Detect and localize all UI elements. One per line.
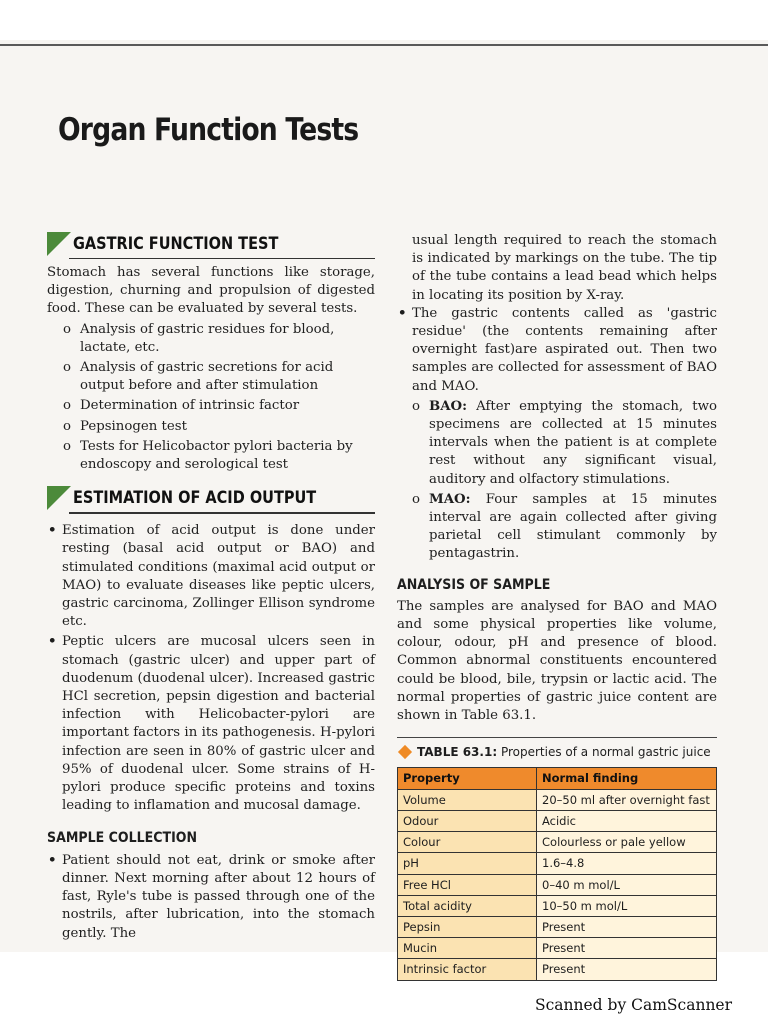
table-cell: Intrinsic factor [398,959,537,980]
acid-bullets [47,522,375,815]
sample-types-list [397,398,717,564]
table-cell: 1.6–4.8 [537,853,717,874]
table-cell: Volume [398,789,537,810]
table-cell: Present [537,916,717,937]
gastric-section-heading: GASTRIC FUNCTION TEST [47,232,375,260]
table-cell: pH [398,853,537,874]
left-column [47,232,375,945]
table-cell: Free HCl [398,874,537,895]
table-cell: Colour [398,832,537,853]
column-header: Normal finding [537,768,717,789]
right-column [397,232,717,981]
diamond-icon [398,745,412,759]
table-cell: Total acidity [398,895,537,916]
table-header-row [398,768,717,789]
table-row [398,959,717,980]
table-row [398,853,717,874]
list-item: • Peptic ulcers are mucosal ulcers seen in stomach (gastric ulcer) and upper part of duodenum (duodenal ulcer). Increased gastric HCl secretion, pepsin digestion and bacterial infection with Helicobacter-pylori are important factors in its pathogenesis. H-pylori infection are seen in 80% of gastric ulcer and 95% of duodenal ulcer. Some strains of H-pylori produce specific proteins and toxins leading to inflamation and mucosal damage. [47,633,375,815]
table-row [398,895,717,916]
list-item-mao: o MAO: Four samples at 15 minutes interval are again collected after giving parietal cell stimulant commonly by pentagastrin. [412,491,717,564]
column-header: Property [398,768,537,789]
table-cell: Mucin [398,938,537,959]
list-item: o Determination of intrinsic factor [63,397,375,415]
table-caption: TABLE 63.1: Properties of a normal gastric juice [397,737,717,761]
list-item: o Analysis of gastric secretions for acid output before and after stimulation [63,359,375,395]
list-item: o Analysis of gastric residues for blood, lactate, etc. [63,321,375,357]
sample-bullets [47,852,375,943]
document-page [0,40,768,977]
table-row [398,938,717,959]
green-triangle-icon [47,232,71,256]
list-item-bao: o BAO: After emptying the stomach, two specimens are collected at 15 minutes intervals when the patient is at complete rest without any significant visual, auditory and olfactory stimulations. [412,398,717,489]
gastric-tests-list [47,321,375,475]
table-cell: Pepsin [398,916,537,937]
list-item: • Patient should not eat, drink or smoke after dinner. Next morning after about 12 hours of fast, Ryle's tube is passed through one of the nostrils, after lubrication, into the stomach gently. The [47,852,375,943]
residue-bullets [397,305,717,396]
sample-collection-heading: SAMPLE COLLECTION [47,830,198,847]
page-title: Organ Function Tests [58,112,359,148]
analysis-text: The samples are analysed for BAO and MAO and some physical properties like volume, colour, odour, pH and presence of blood. Common abnormal constituents encountered could be blood, bile, trypsin or lactic acid. The normal properties of gastric juice content are shown in Table 63.1. [397,598,717,724]
table-row [398,874,717,895]
table-cell: 10–50 m mol/L [537,895,717,916]
green-triangle-icon [47,486,71,510]
table-row [398,832,717,853]
table-cell: 0–40 m mol/L [537,874,717,895]
table-cell: Odour [398,810,537,831]
analysis-heading: ANALYSIS OF SAMPLE [397,576,551,593]
list-item: o Tests for Helicobactor pylori bacteria by endoscopy and serological test [63,438,375,474]
gastric-juice-table [397,767,717,980]
table-cell: Present [537,938,717,959]
gastric-intro: Stomach has several functions like storage, digestion, churning and propulsion of digested food. These can be evaluated by several tests. [47,265,375,317]
continuation-text: usual length required to reach the stomach is indicated by markings on the tube. The tip of the tube contains a lead bead which helps in locating its position by X-ray. [412,233,717,303]
list-item: • The gastric contents called as 'gastric residue' (the contents remaining after overnight fast)are aspirated out. Then two samples are collected for assessment of BAO and MAO. [397,305,717,396]
table-cell: Present [537,959,717,980]
scanner-watermark: Scanned by CamScanner [535,996,733,1014]
acid-section-heading: ESTIMATION OF ACID OUTPUT [47,486,375,514]
table-row [398,810,717,831]
list-item: • Estimation of acid output is done under resting (basal acid output or BAO) and stimulated conditions (maximal acid output or MAO) to evaluate diseases like peptic ulcers, gastric carcinoma, Zollinger Ellison syndrome etc. [47,522,375,631]
table-cell: 20–50 ml after overnight fast [537,789,717,810]
table-cell: Acidic [537,810,717,831]
page-top-rule [0,44,768,46]
table-cell: Colourless or pale yellow [537,832,717,853]
table-row [398,789,717,810]
list-item: o Pepsinogen test [63,418,375,436]
table-row [398,916,717,937]
